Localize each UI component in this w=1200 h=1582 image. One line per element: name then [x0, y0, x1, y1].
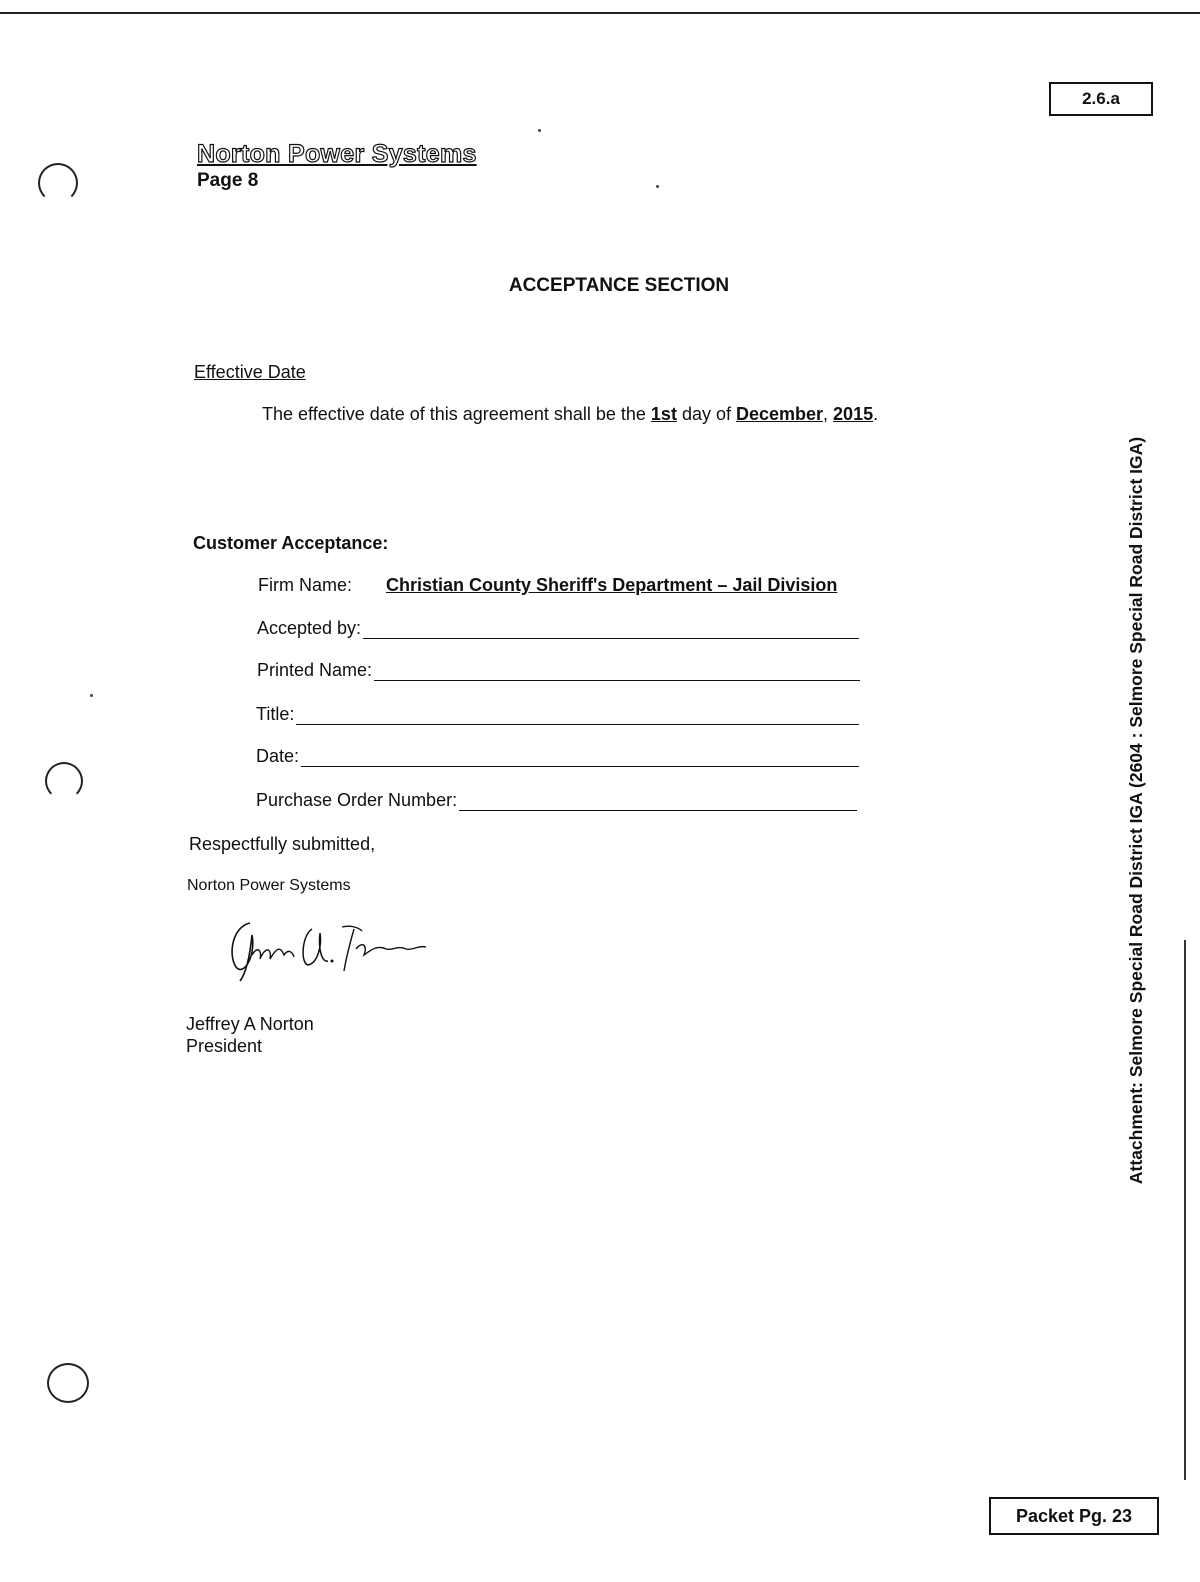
- title-line[interactable]: [296, 704, 859, 725]
- scan-speck: [538, 129, 541, 132]
- accepted-by-field[interactable]: [257, 618, 859, 639]
- effective-date-sentence: [262, 404, 878, 425]
- attachment-sidebar: [1112, 400, 1162, 1220]
- printed-name-field[interactable]: [257, 660, 860, 681]
- scan-edge-right: [1184, 940, 1186, 1480]
- accepted-by-label: Accepted by:: [257, 618, 362, 638]
- firm-name-field[interactable]: [258, 575, 837, 596]
- signatory-title: President: [186, 1036, 263, 1056]
- signatory-block: [186, 1013, 314, 1057]
- title-label: Title:: [256, 704, 295, 724]
- signing-organization: Norton Power Systems: [187, 877, 351, 894]
- attachment-sidebar-text: Attachment: Selmore Special Road District IGA (2604 : Selmore Special Road District IGA): [1126, 436, 1147, 1184]
- firm-name-value: Christian County Sheriff's Department – Jail Division: [386, 575, 838, 595]
- effective-year: 2015: [833, 404, 874, 424]
- respectfully-submitted: Respectfully submitted,: [189, 834, 376, 854]
- binder-hole-top: [38, 163, 78, 203]
- effective-date-text-middle: day of: [676, 404, 736, 424]
- date-label: Date:: [256, 746, 300, 766]
- section-title: ACCEPTANCE SECTION: [508, 275, 730, 296]
- binder-hole-bottom: [47, 1363, 89, 1403]
- scan-speck: [656, 185, 659, 188]
- packet-page-box: Packet Pg. 23: [989, 1497, 1159, 1535]
- date-field[interactable]: [256, 746, 859, 767]
- printed-name-label: Printed Name:: [257, 660, 373, 680]
- po-number-label: Purchase Order Number:: [256, 790, 458, 810]
- effective-date-text-before: The effective date of this agreement shall be the: [262, 404, 651, 424]
- reference-code-box: 2.6.a: [1049, 82, 1153, 116]
- printed-name-line[interactable]: [374, 660, 860, 681]
- effective-month: December: [735, 404, 824, 424]
- po-number-line[interactable]: [459, 790, 857, 811]
- signatory-name: Jeffrey A Norton: [186, 1014, 314, 1034]
- title-field[interactable]: [256, 704, 859, 725]
- effective-date-text-after: .: [873, 404, 879, 424]
- binder-hole-middle: [45, 762, 83, 800]
- scan-speck: [90, 694, 93, 697]
- accepted-by-line[interactable]: [363, 618, 859, 639]
- po-number-field[interactable]: [256, 790, 857, 811]
- scan-edge-top: [0, 12, 1200, 14]
- effective-date-comma: ,: [823, 404, 834, 424]
- date-line[interactable]: [301, 746, 859, 767]
- signature-image: [222, 915, 442, 985]
- page-number: Page 8: [197, 170, 259, 191]
- customer-acceptance-label: Customer Acceptance:: [193, 533, 389, 553]
- company-name-heading: Norton Power Systems: [197, 140, 477, 168]
- effective-day: 1st: [650, 404, 677, 424]
- firm-name-label: Firm Name:: [258, 575, 352, 595]
- effective-date-label: Effective Date: [194, 362, 306, 382]
